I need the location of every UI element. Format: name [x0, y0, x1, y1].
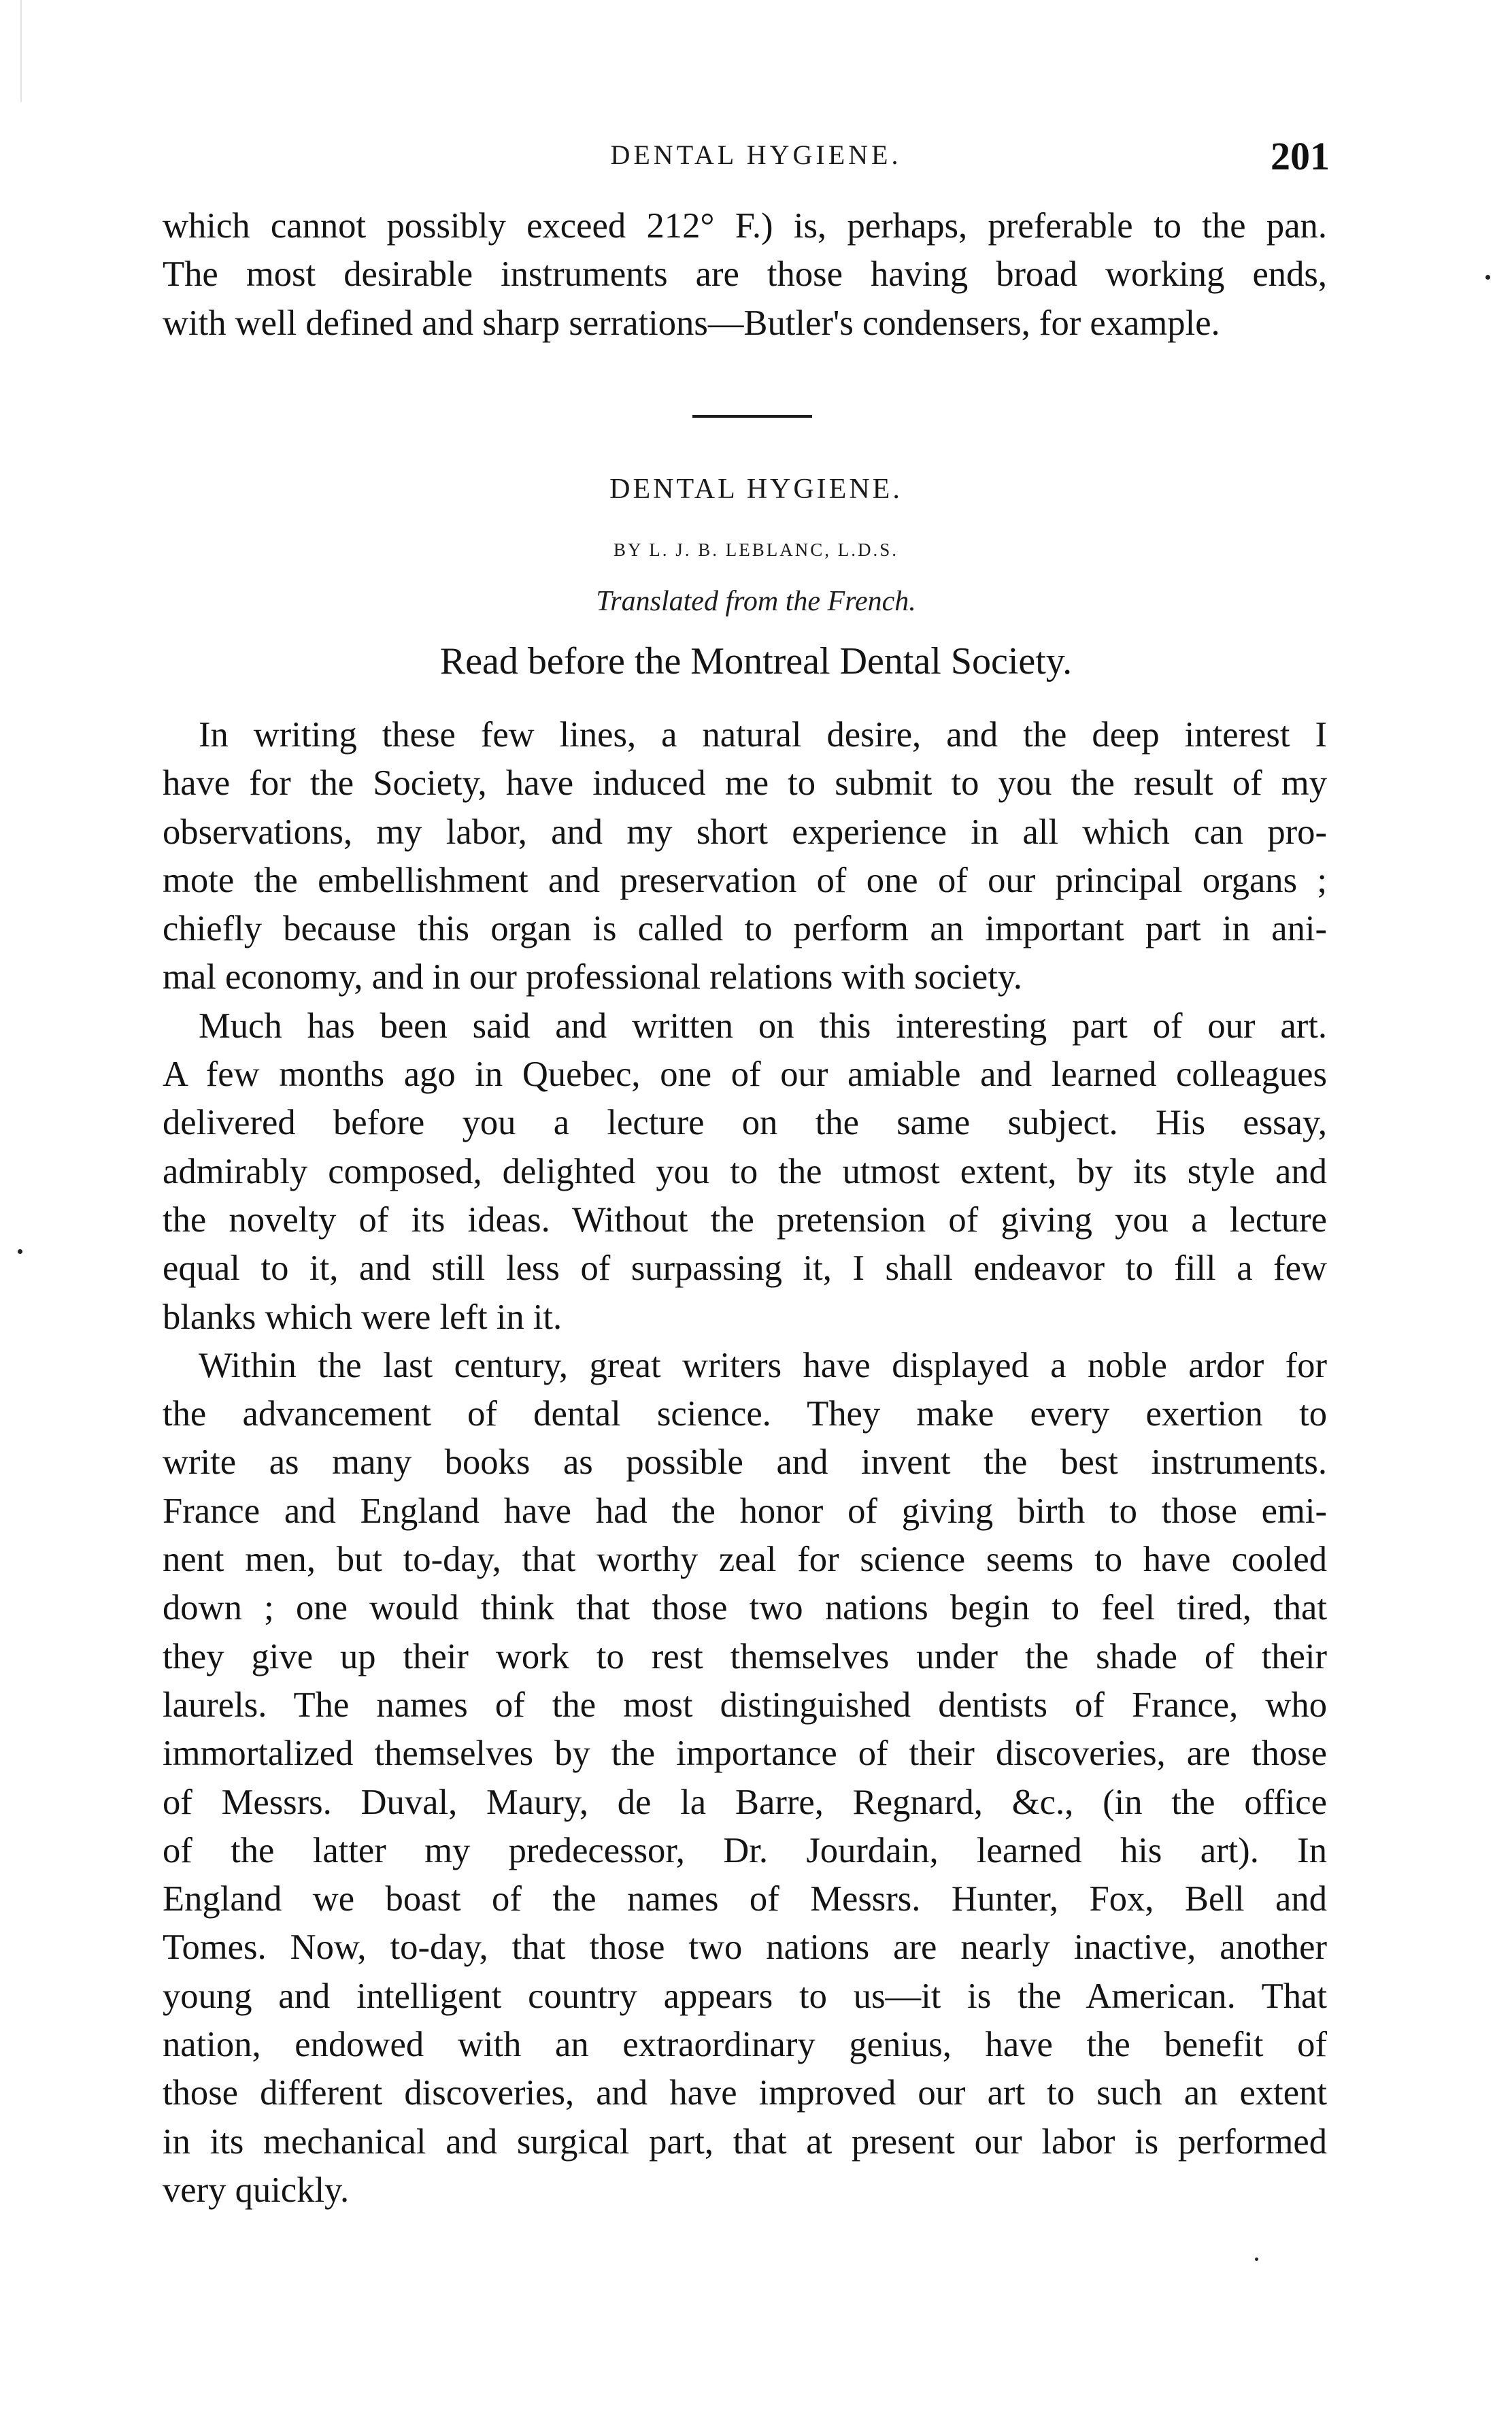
text-line: down ; one would think that those two nations begin to feel tired, that	[163, 1588, 1327, 1628]
section-divider	[692, 415, 812, 418]
text-line: The most desirable instruments are those having broad working ends,	[163, 254, 1327, 295]
text-line: they give up their work to rest themselves under the shade of their	[163, 1636, 1327, 1676]
text-line: of Messrs. Duval, Maury, de la Barre, Regnard, &c., (in the office	[163, 1782, 1327, 1822]
text-line: nent men, but to-day, that worthy zeal for science seems to have cooled	[163, 1540, 1327, 1580]
page-edge-mark	[20, 0, 22, 102]
article-byline: BY L. J. B. LEBLANC, L.D.S.	[613, 540, 898, 560]
text-line: Tomes. Now, to-day, that those two nations are nearly inactive, another	[163, 1928, 1327, 1968]
article-title: DENTAL HYGIENE.	[609, 474, 903, 505]
text-line: France and England have had the honor of giving birth to those emi-	[163, 1491, 1327, 1531]
text-line: observations, my labor, and my short experience in all which can pro-	[163, 812, 1327, 852]
text-line: immortalized themselves by the importance of their discoveries, are those	[163, 1734, 1327, 1774]
text-line: chiefly because this organ is called to perform an important part in ani-	[163, 909, 1327, 949]
print-speck	[18, 1249, 22, 1254]
text-line: Within the last century, great writers have displayed a noble ardor for	[199, 1345, 1327, 1385]
text-line: which cannot possibly exceed 212° F.) is, perhaps, preferable to the pan.	[163, 206, 1327, 246]
text-line: England we boast of the names of Messrs. Hunter, Fox, Bell and	[163, 1879, 1327, 1919]
text-line: mal economy, and in our professional relations with society.	[163, 957, 1022, 997]
text-line: A few months ago in Quebec, one of our amiable and learned colleagues	[163, 1055, 1327, 1095]
text-line: delivered before you a lecture on the same subject. His essay,	[163, 1103, 1327, 1143]
text-line: admirably composed, delighted you to the utmost extent, by its style and	[163, 1151, 1327, 1191]
text-line: equal to it, and still less of surpassing it, I shall endeavor to fill a few	[163, 1249, 1327, 1289]
read-before-note: Read before the Montreal Dental Society.	[439, 640, 1073, 682]
text-line: with well defined and sharp serrations—Butler's condensers, for example.	[163, 303, 1220, 343]
text-line: write as many books as possible and invent the best instruments.	[163, 1442, 1327, 1483]
running-title: DENTAL HYGIENE.	[610, 139, 902, 170]
text-line: laurels. The names of the most distinguished dentists of France, who	[163, 1685, 1327, 1725]
page-number: 201	[1271, 134, 1330, 178]
text-line: blanks which were left in it.	[163, 1297, 562, 1337]
translation-note: Translated from the French.	[596, 586, 916, 617]
text-line: mote the embellishment and preservation of one of our principal organs ;	[163, 860, 1327, 900]
text-line: have for the Society, have induced me to submit to you the result of my	[163, 763, 1327, 804]
running-head	[0, 133, 1512, 181]
text-line: of the latter my predecessor, Dr. Jourdain, learned his art). In	[163, 1830, 1327, 1870]
text-line: in its mechanical and surgical part, that at present our labor is performed	[163, 2121, 1327, 2162]
print-speck	[1255, 2258, 1258, 2261]
text-line: Much has been said and written on this interesting part of our art.	[199, 1006, 1327, 1046]
continuation-paragraph	[163, 202, 1327, 348]
text-line: young and intelligent country appears to us—it is the American. That	[163, 1976, 1327, 2016]
text-line: the advancement of dental science. They make every exertion to	[163, 1394, 1327, 1434]
text-line: those different discoveries, and have improved our art to such an extent	[163, 2073, 1327, 2113]
print-speck	[1485, 275, 1490, 280]
text-line: nation, endowed with an extraordinary genius, have the benefit of	[163, 2025, 1327, 2065]
text-line: the novelty of its ideas. Without the pretension of giving you a lecture	[163, 1200, 1327, 1240]
article-body	[163, 711, 1327, 2215]
text-line: In writing these few lines, a natural desire, and the deep interest I	[199, 715, 1327, 755]
text-line: very quickly.	[163, 2170, 350, 2210]
